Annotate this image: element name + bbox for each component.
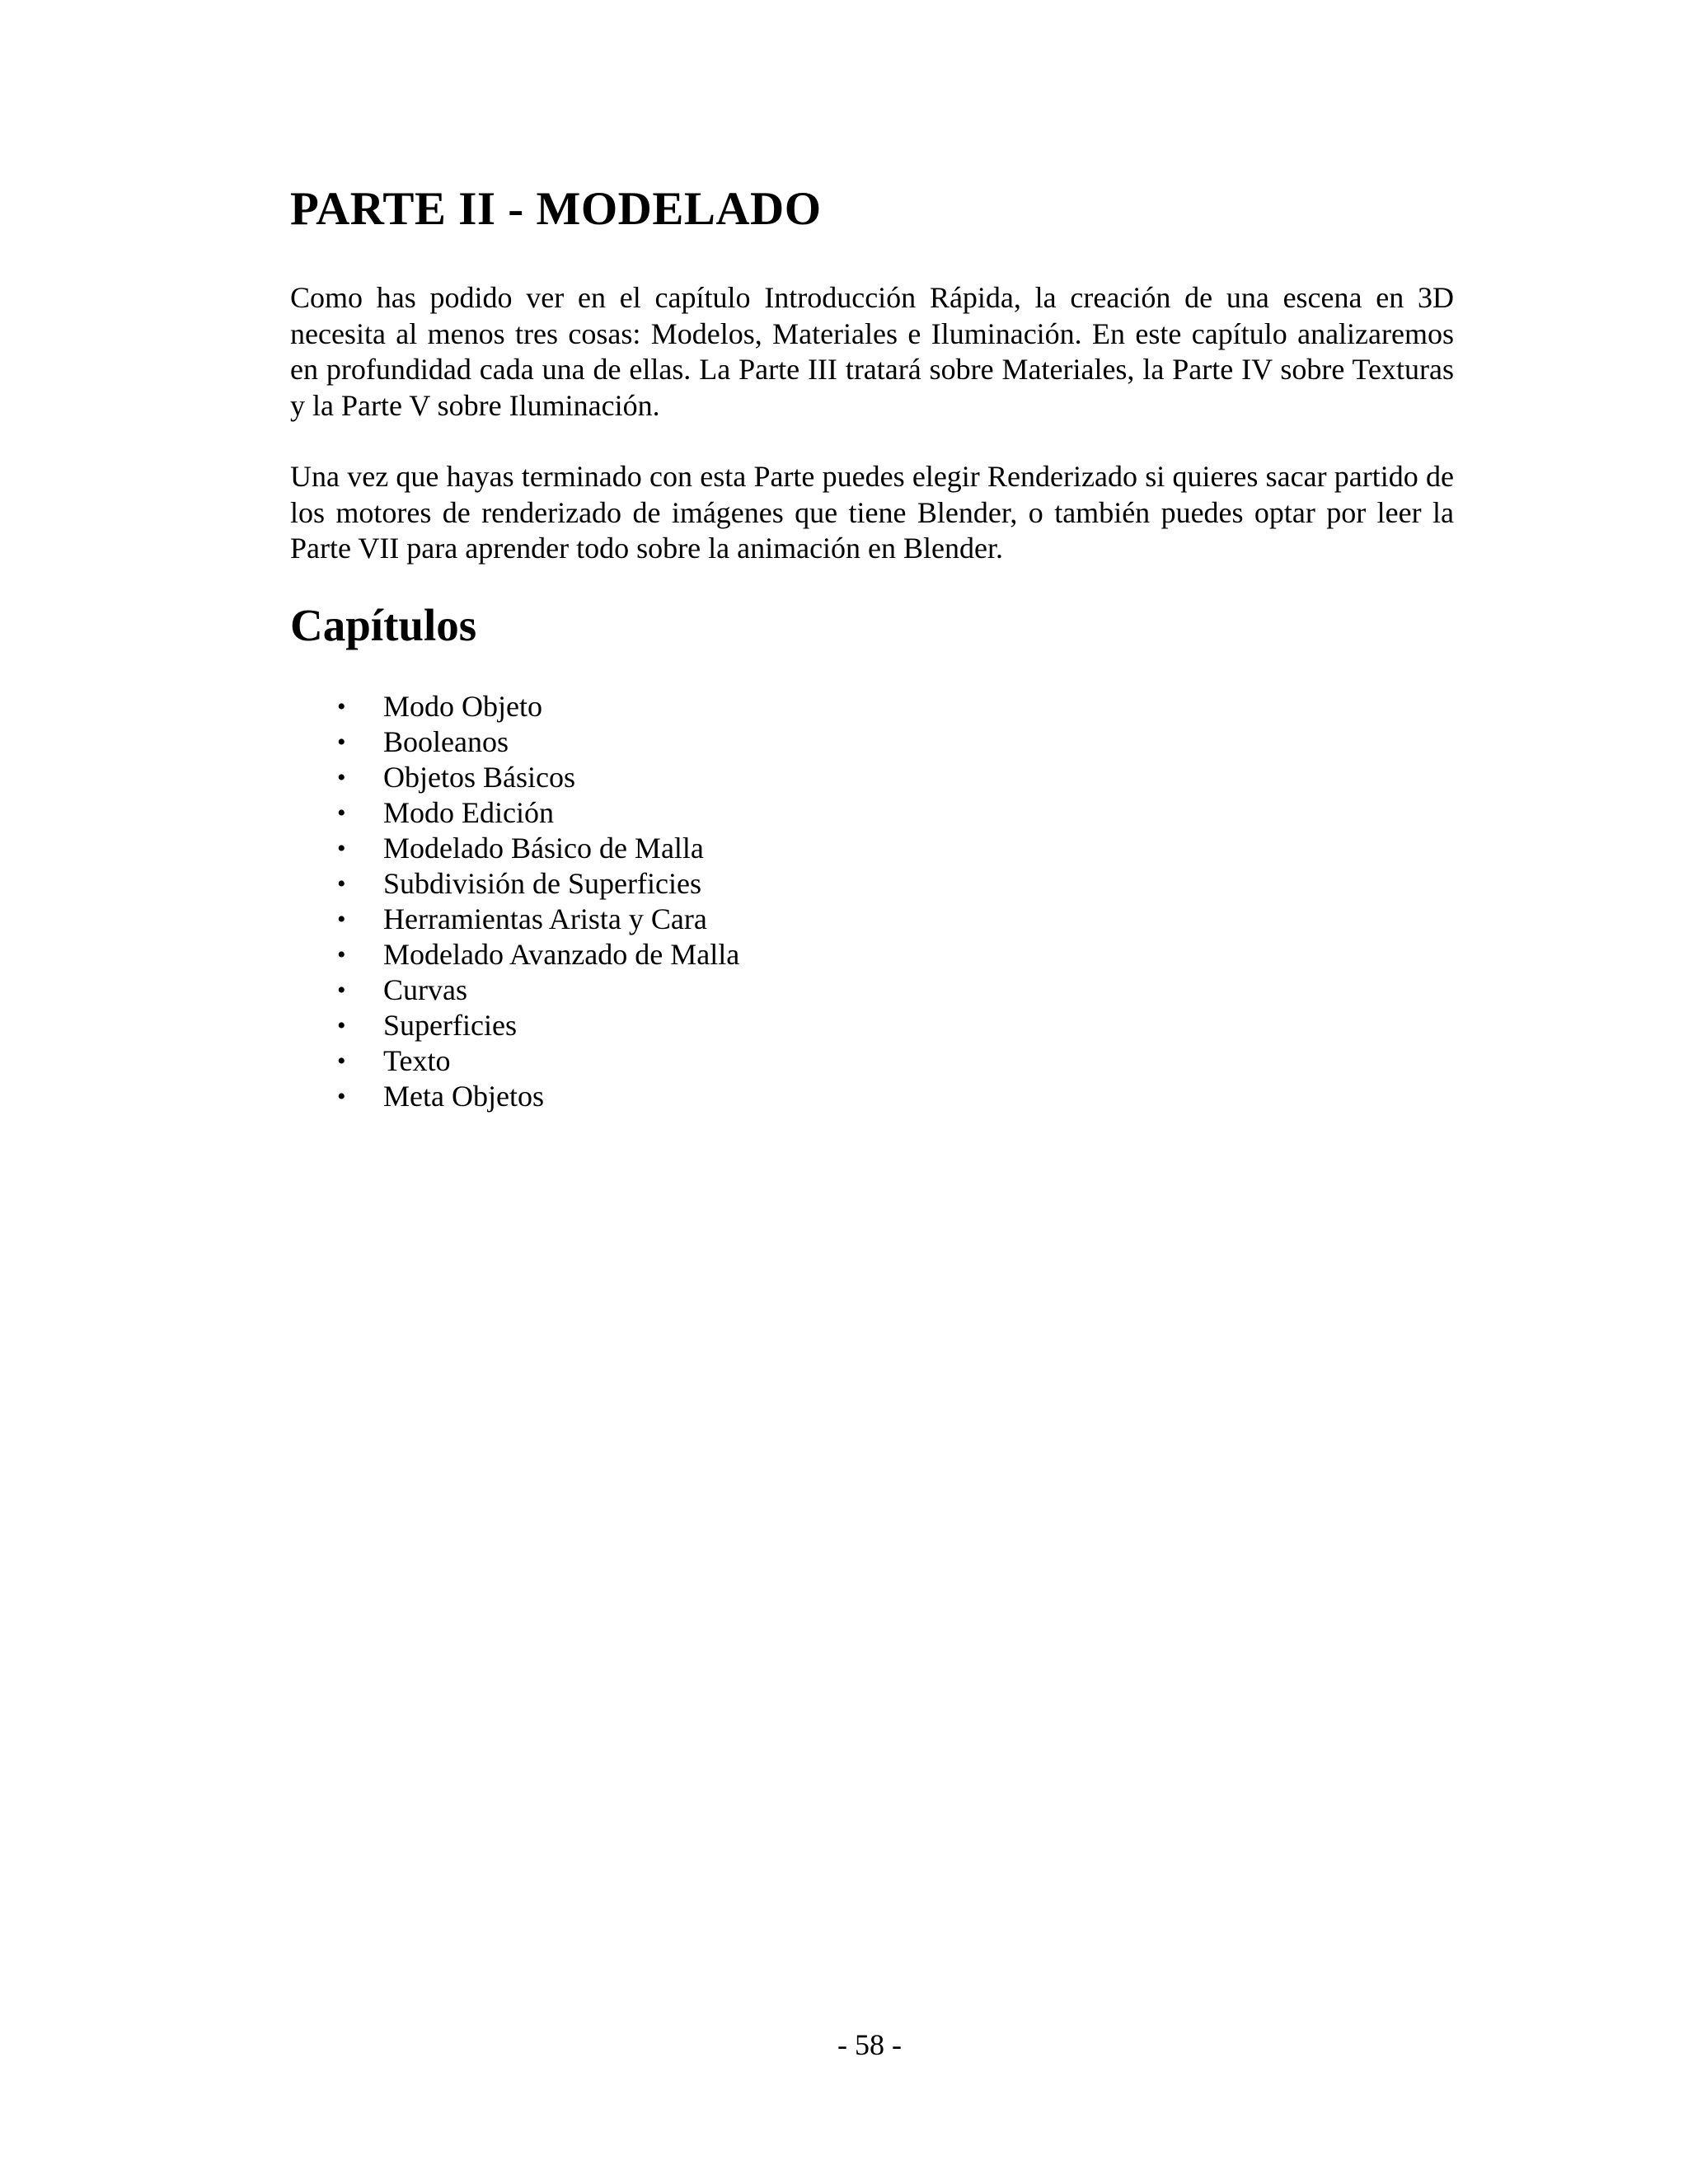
bullet-icon: • bbox=[337, 869, 346, 898]
part-title: PARTE II - MODELADO bbox=[290, 183, 822, 235]
bullet-icon: • bbox=[337, 976, 346, 1004]
list-item bbox=[290, 972, 1454, 1008]
chapter-label: Modo Objeto bbox=[383, 689, 542, 723]
chapter-list bbox=[290, 689, 1454, 1114]
bullet-icon: • bbox=[337, 1047, 346, 1075]
chapter-label: Modo Edición bbox=[383, 795, 554, 829]
chapter-label: Objetos Básicos bbox=[383, 760, 575, 794]
bullet-icon: • bbox=[337, 940, 346, 968]
bullet-icon: • bbox=[337, 905, 346, 933]
bullet-icon: • bbox=[337, 692, 346, 720]
chapter-label: Booleanos bbox=[383, 724, 509, 758]
list-item bbox=[290, 760, 1454, 795]
chapters-heading: Capítulos bbox=[290, 599, 477, 650]
bullet-icon: • bbox=[337, 763, 346, 791]
list-item bbox=[290, 1043, 1454, 1079]
list-item bbox=[290, 902, 1454, 937]
chapter-label: Texto bbox=[383, 1043, 451, 1077]
page-number: - 58 - bbox=[837, 2028, 902, 2061]
chapter-label: Curvas bbox=[383, 972, 467, 1006]
list-item bbox=[290, 1079, 1454, 1114]
list-item bbox=[290, 937, 1454, 972]
chapter-label: Modelado Básico de Malla bbox=[383, 831, 704, 865]
page-content bbox=[290, 181, 1454, 1114]
chapter-label: Meta Objetos bbox=[383, 1079, 544, 1113]
list-item bbox=[290, 1008, 1454, 1043]
chapter-label: Modelado Avanzado de Malla bbox=[383, 937, 740, 971]
chapter-label: Subdivisión de Superficies bbox=[383, 866, 701, 900]
list-item bbox=[290, 831, 1454, 866]
bullet-icon: • bbox=[337, 834, 346, 862]
list-item bbox=[290, 724, 1454, 760]
chapter-label: Superficies bbox=[383, 1008, 517, 1042]
list-item bbox=[290, 795, 1454, 831]
list-item bbox=[290, 689, 1454, 724]
list-item bbox=[290, 866, 1454, 902]
bullet-icon: • bbox=[337, 728, 346, 756]
bullet-icon: • bbox=[337, 1082, 346, 1110]
chapter-label: Herramientas Arista y Cara bbox=[383, 902, 707, 935]
bullet-icon: • bbox=[337, 1011, 346, 1039]
next-steps-paragraph: Una vez que hayas terminado con esta Parte puedes elegir Renderizado si quieres sacar partido de los motores de renderizado de imágenes que tiene Blender, o también puedes optar por leer la Parte VII para aprender todo sobre la animación en Blender. bbox=[290, 460, 1454, 565]
bullet-icon: • bbox=[337, 799, 346, 827]
intro-paragraph: Como has podido ver en el capítulo Introducción Rápida, la creación de una escena en 3D necesita al menos tres cosas: Modelos, Materiales e Iluminación. En este capítulo analizaremos en profundidad cada una de ellas. La Parte III tratará sobre Materiales, la Parte IV sobre Texturas y la Parte V sobre Iluminación. bbox=[290, 281, 1454, 422]
